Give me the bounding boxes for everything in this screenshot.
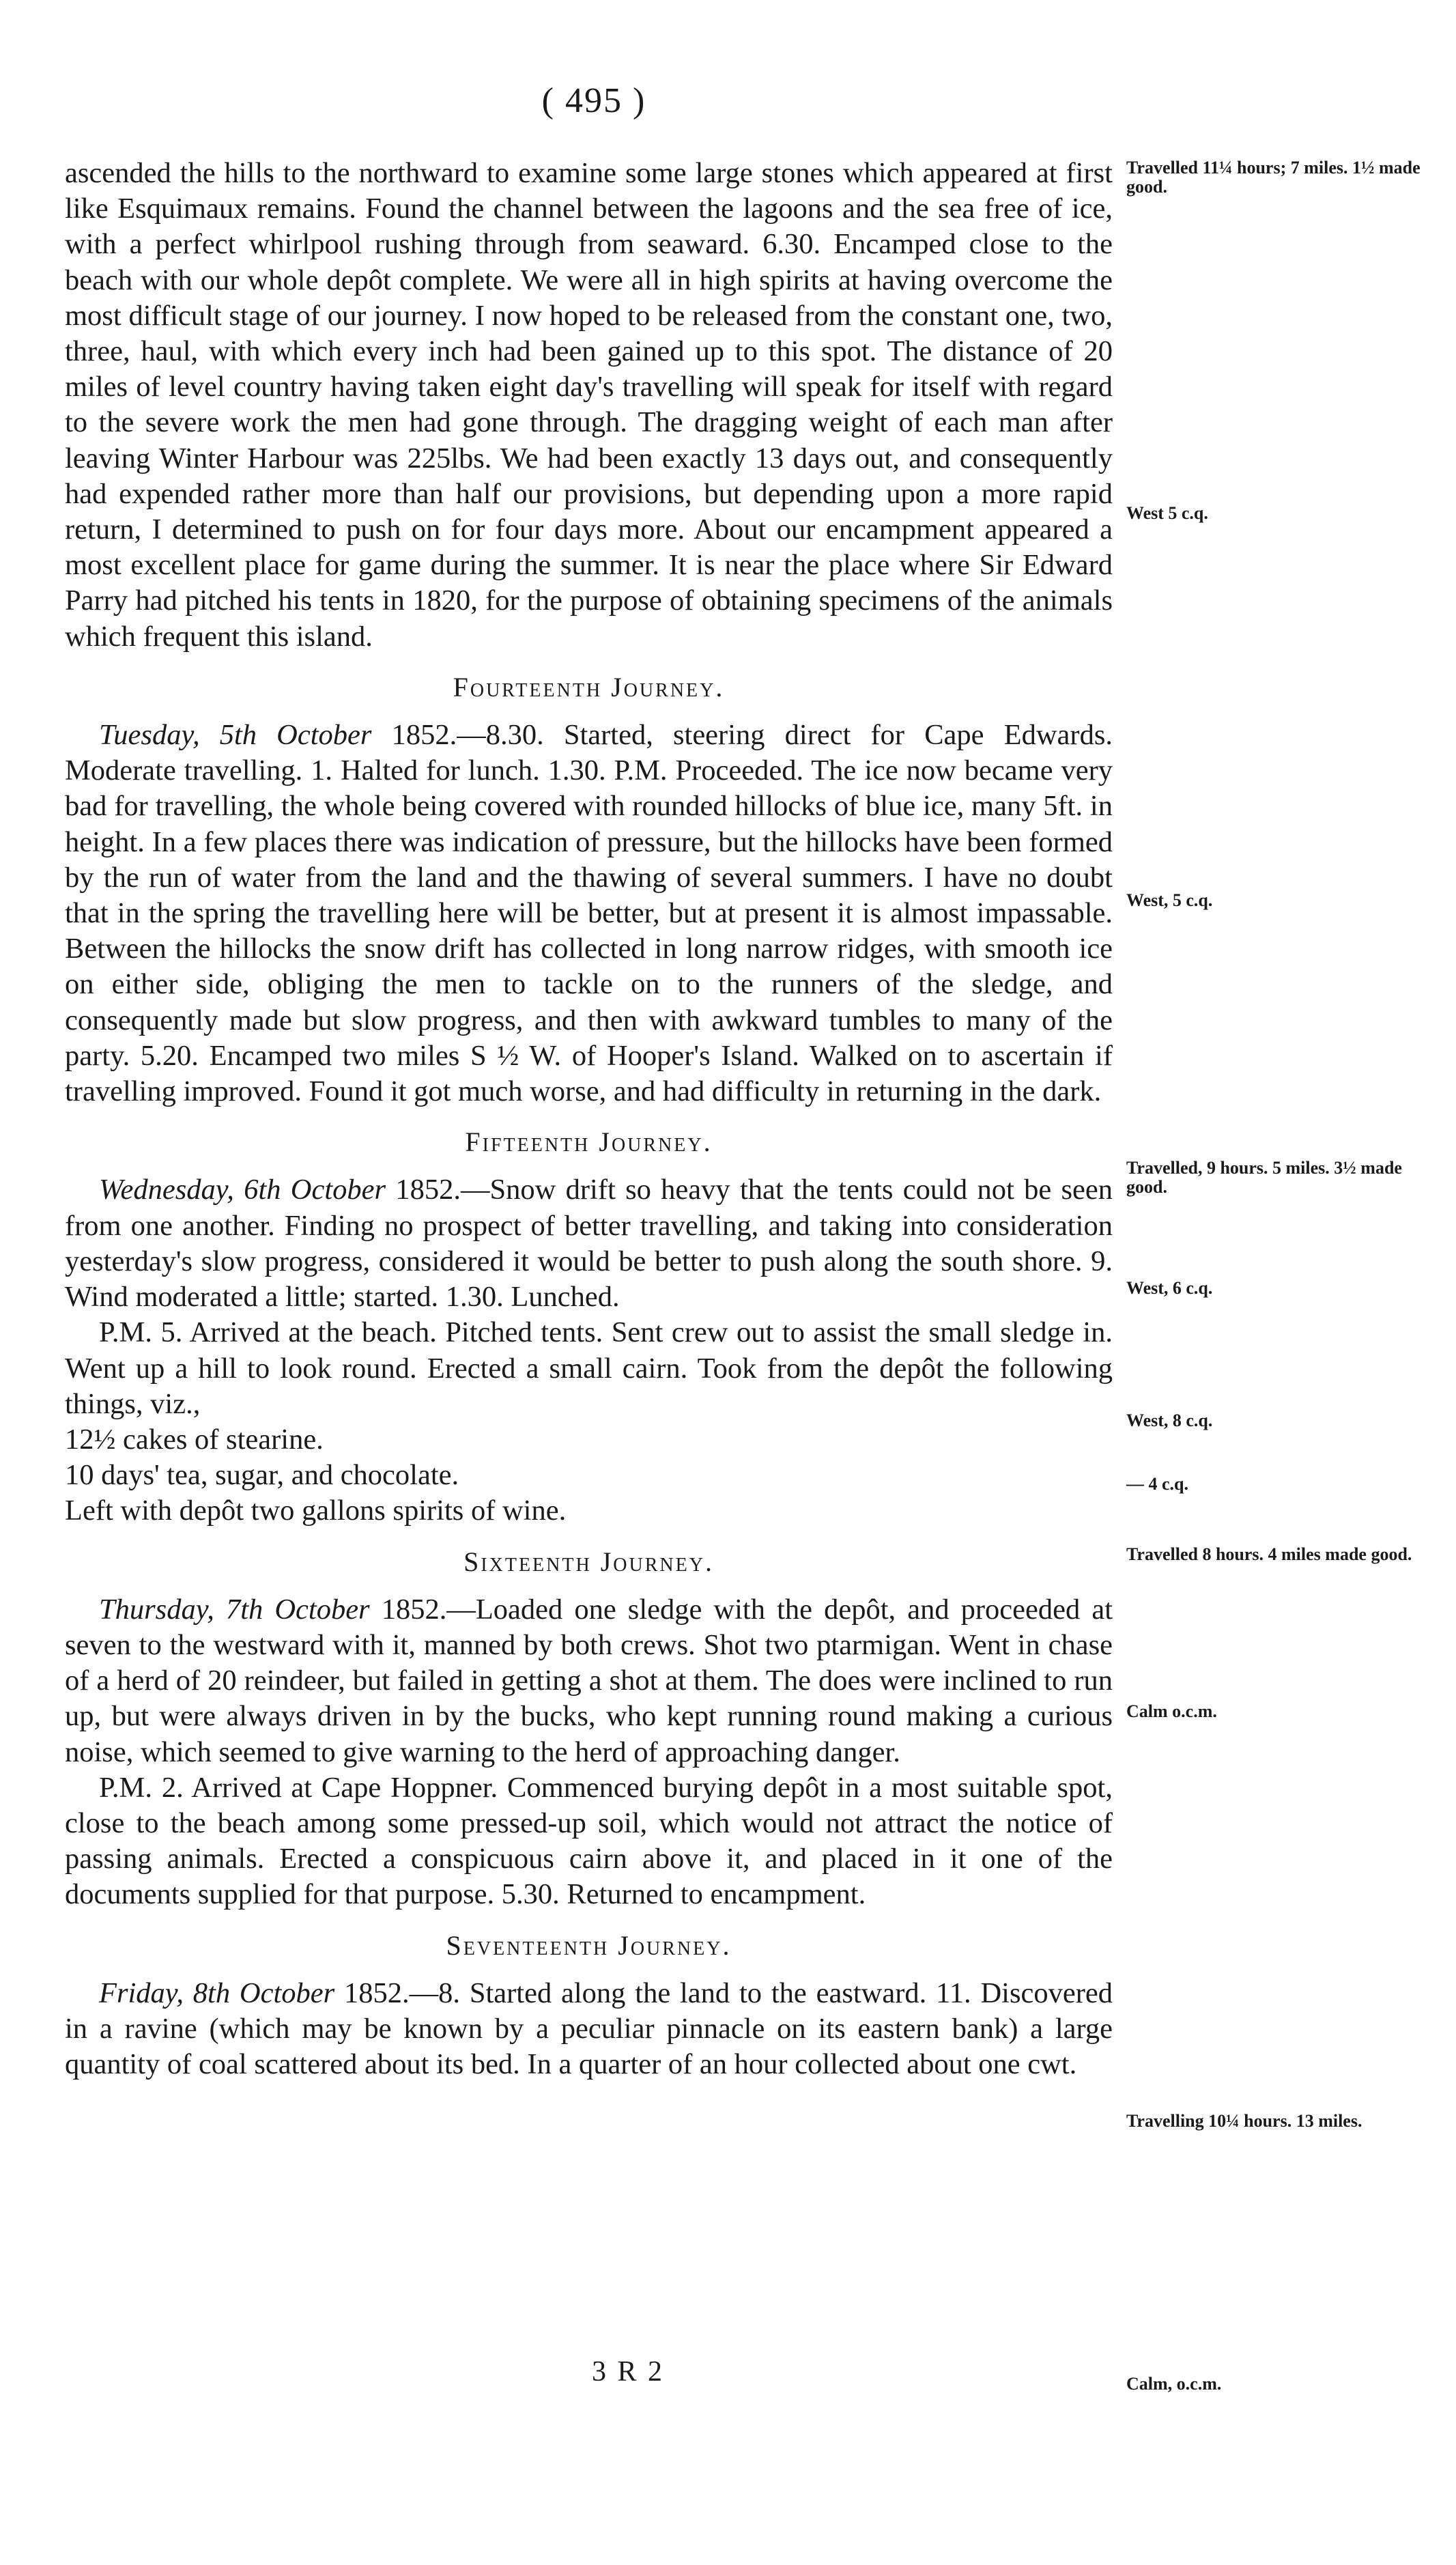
entry-text: 1852.—Loaded one sledge with the depôt, and proceeded at seven to the westward with it, manned by both crews. Shot two ptarmigan. Went in chase of a herd of 20 reindeer, but failed in getting a shot at them. The does were inclined to run up, but were always driven in by the bucks, who kept running round making a curious noise, which seemed to give warning to the herd of approaching danger. <box>65 1593 1113 1768</box>
paragraph <box>65 718 1113 1109</box>
paragraph: P.M. 2. Arrived at Cape Hoppner. Commenced burying depôt in a most suitable spot, close to the beach among some pressed-up soil, which would not attract the notice of passing animals. Erected a conspicuous cairn above it, and placed in it one of the documents supplied for that purpose. 5.30. Returned to encampment. <box>65 1771 1113 1911</box>
entry-date: Wednesday, 6th October <box>99 1174 386 1206</box>
section-heading: Fifteenth Journey. <box>465 1126 713 1158</box>
margin-note: West, 5 c.q. <box>1126 890 1213 910</box>
folio-signature: 3 R 2 <box>591 2356 664 2387</box>
entry-text: 1852.—8. Started along the land to the eastward. 11. Discovered in a ravine (which may be known by a peculiar pinnacle on its eastern bank) a large quantity of coal scattered about its bed. In a quarter of an hour collected about one cwt. <box>65 1976 1113 2081</box>
margin-note: — 4 c.q. <box>1126 1474 1188 1494</box>
list-item: 12½ cakes of stearine. <box>65 1423 324 1456</box>
entry-text: 1852.—Snow drift so heavy that the tents could not be seen from one another. Finding no prospect of better travelling, and taking into consideration yesterday's slow progress, considered it would be better to push along the south shore. 9. Wind moderated a little; started. 1.30. Lunched. <box>65 1174 1113 1314</box>
margin-note: Calm o.c.m. <box>1126 1701 1217 1721</box>
margin-note: Calm, o.c.m. <box>1126 2374 1222 2394</box>
entry-text: 1852.—8.30. Started, steering direct for Cape Edwards. Moderate travelling. 1. Halted for lunch. 1.30. P.M. Proceeded. The ice now became very bad for travelling, the whole being covered with rounded hillocks of blue ice, many 5ft. in height. In a few places there was indication of pressure, but the hillocks have been formed by the run of water from the land and the thawing of several summers. I have no doubt that in the spring the travelling here will be better, but at present it is almost impassable. Between the hillocks the snow drift has collected in long narrow ridges, with smooth ice on either side, obliging the men to tackle on to the runners of the sledge, and consequently made but slow progress, and then with awkward tumbles to many of the party. 5.20. Encamped two miles S ½ W. of Hooper's Island. Walked on to ascertain if travelling improved. Found it got much worse, and had difficulty in returning in the dark. <box>65 719 1113 1108</box>
section-heading: Fourteenth Journey. <box>453 671 725 703</box>
paragraph <box>65 1592 1113 1770</box>
margin-note: West, 6 c.q. <box>1126 1278 1213 1298</box>
page-number: ( 495 ) <box>541 81 646 120</box>
section-heading: Seventeenth Journey. <box>446 1929 732 1961</box>
margin-note: Travelled, 9 hours. 5 miles. 3½ made good. <box>1126 1158 1402 1197</box>
list-item: 10 days' tea, sugar, and chocolate. <box>65 1459 459 1492</box>
main-text <box>65 156 1113 2082</box>
margin-note: West 5 c.q. <box>1126 503 1208 523</box>
paragraph <box>65 1976 1113 2083</box>
paragraph: P.M. 5. Arrived at the beach. Pitched tents. Sent crew out to assist the small sledge in. Went up a hill to look round. Erected a small cairn. Took from the depôt the following things, viz., <box>65 1316 1113 1420</box>
paragraph: ascended the hills to the northward to examine some large stones which appeared at first like Esquimaux remains. Found the channel between the lagoons and the sea free of ice, with a perfect whirlpool rushing through from seaward. 6.30. Encamped close to the beach with our whole depôt complete. We were all in high spirits at having overcome the most difficult stage of our journey. I now hoped to be released from the constant one, two, three, haul, with which every inch had been gained up to this spot. The distance of 20 miles of level country having taken eight day's travelling will speak for itself with regard to the severe work the men had gone through. The dragging weight of each man after leaving Winter Harbour was 225lbs. We had been exactly 13 days out, and consequently had expended rather more than half our provisions, but depending upon a more rapid return, I determined to push on for four days more. About our encampment appeared a most excellent place for game during the summer. It is near the place where Sir Edward Parry had pitched his tents in 1820, for the purpose of obtaining specimens of the animals which frequent this island. <box>65 157 1113 653</box>
paragraph: Left with depôt two gallons spirits of wine. <box>65 1494 567 1527</box>
entry-date: Friday, 8th October <box>99 1976 335 2009</box>
margin-note: Travelled 11¼ hours; 7 miles. 1½ made good. <box>1126 158 1421 197</box>
margin-note: Travelling 10¼ hours. 13 miles. <box>1126 2111 1362 2131</box>
margin-note: West, 8 c.q. <box>1126 1411 1213 1430</box>
entry-date: Thursday, 7th October <box>99 1593 370 1626</box>
entry-date: Tuesday, 5th October <box>99 719 372 752</box>
section-heading: Sixteenth Journey. <box>463 1546 714 1577</box>
margin-note: Travelled 8 hours. 4 miles made good. <box>1126 1544 1412 1564</box>
paragraph <box>65 1172 1113 1315</box>
